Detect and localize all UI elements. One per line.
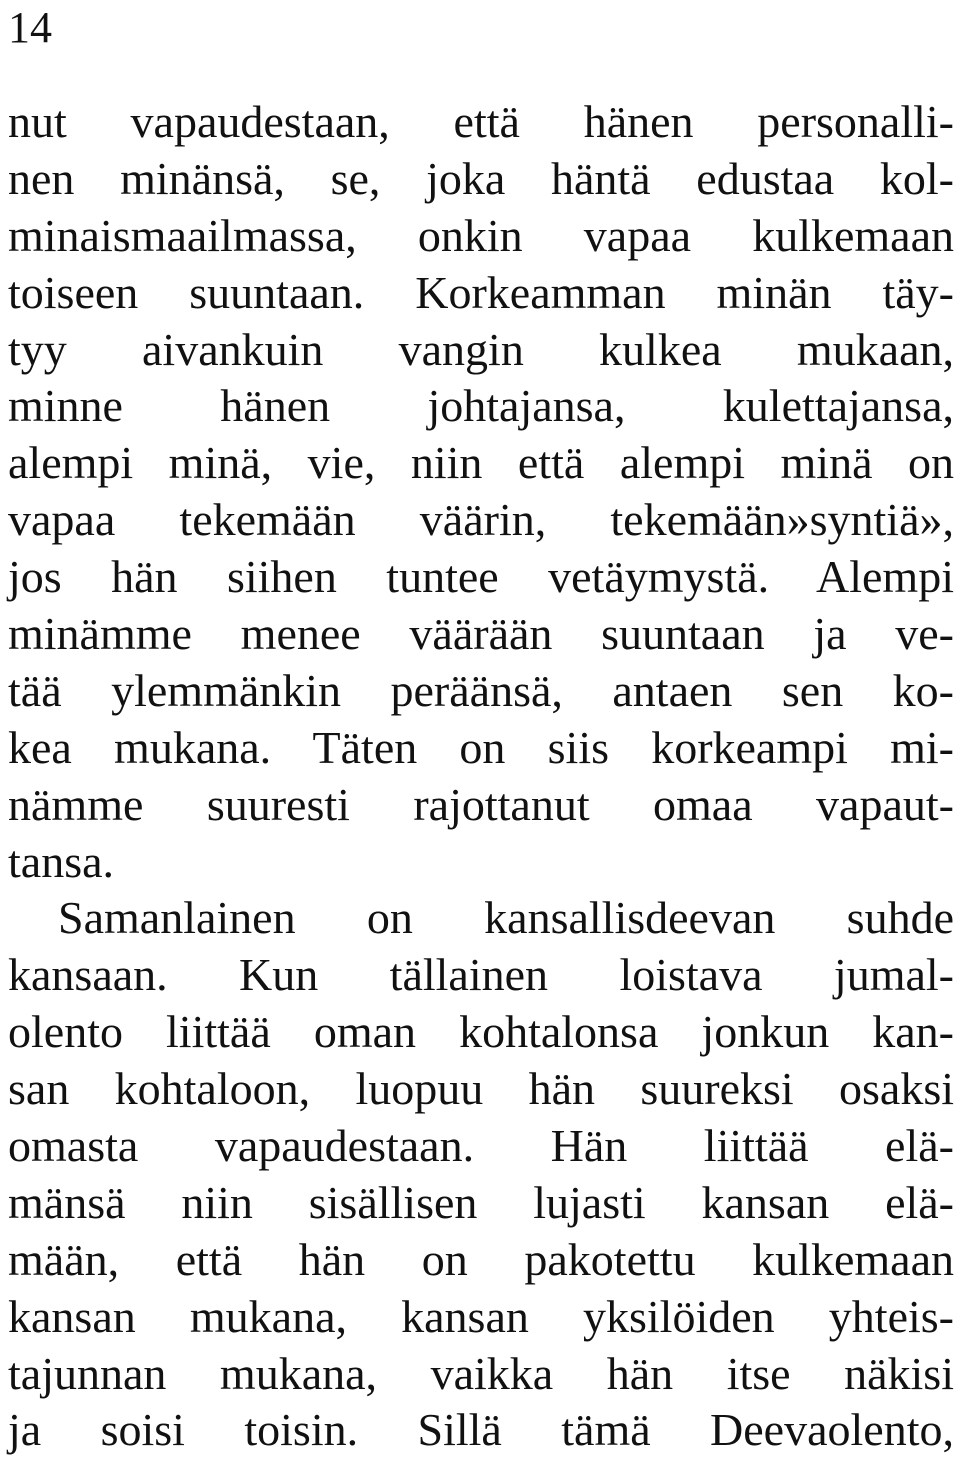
- text-line: tää ylemmänkin peräänsä, antaen sen ko-: [8, 664, 954, 716]
- text-line: minne hänen johtajansa, kulettajansa,: [8, 380, 954, 432]
- body-text: [8, 94, 954, 1459]
- text-line: tyy aivankuin vangin kulkea mukaan,: [8, 323, 954, 375]
- text-line: kansaan. Kun tällainen loistava jumal-: [8, 949, 954, 1001]
- page-number: 14: [8, 3, 52, 52]
- text-line: ja soisi toisin. Sillä tämä Deevaolento,: [8, 1404, 954, 1456]
- text-line: jos hän siihen tuntee vetäymystä. Alempi: [8, 551, 954, 603]
- text-line-paragraph-end: tansa.: [8, 835, 115, 887]
- text-line: minaismaailmassa, onkin vapaa kulkemaan: [8, 209, 954, 261]
- text-line: minämme menee väärään suuntaan ja ve-: [8, 608, 954, 660]
- text-line: tajunnan mukana, vaikka hän itse näkisi: [8, 1347, 954, 1399]
- text-line: vapaa tekemään väärin, tekemään»syntiä»,: [8, 494, 954, 546]
- text-line: omasta vapaudestaan. Hän liittää elä-: [8, 1120, 954, 1172]
- text-line: san kohtaloon, luopuu hän suureksi osaksi: [8, 1063, 954, 1115]
- text-line: mään, että hän on pakotettu kulkemaan: [8, 1233, 954, 1285]
- text-line: mänsä niin sisällisen lujasti kansan elä-: [8, 1176, 954, 1228]
- text-line-paragraph-start: Samanlainen on kansallisdeevan suhde: [58, 892, 954, 944]
- text-line: toiseen suuntaan. Korkeamman minän täy-: [8, 266, 954, 318]
- text-line: nut vapaudestaan, että hänen personalli-: [8, 96, 954, 147]
- text-line: nämme suuresti rajottanut omaa vapaut-: [8, 778, 954, 830]
- text-line: nen minänsä, se, joka häntä edustaa kol-: [8, 152, 954, 204]
- text-line: alempi minä, vie, niin että alempi minä on: [8, 437, 954, 489]
- text-line: kea mukana. Täten on siis korkeampi mi-: [8, 721, 954, 773]
- text-line: kansan mukana, kansan yksilöiden yhteis-: [8, 1290, 954, 1342]
- text-line: olento liittää oman kohtalonsa jonkun kan-: [8, 1006, 954, 1058]
